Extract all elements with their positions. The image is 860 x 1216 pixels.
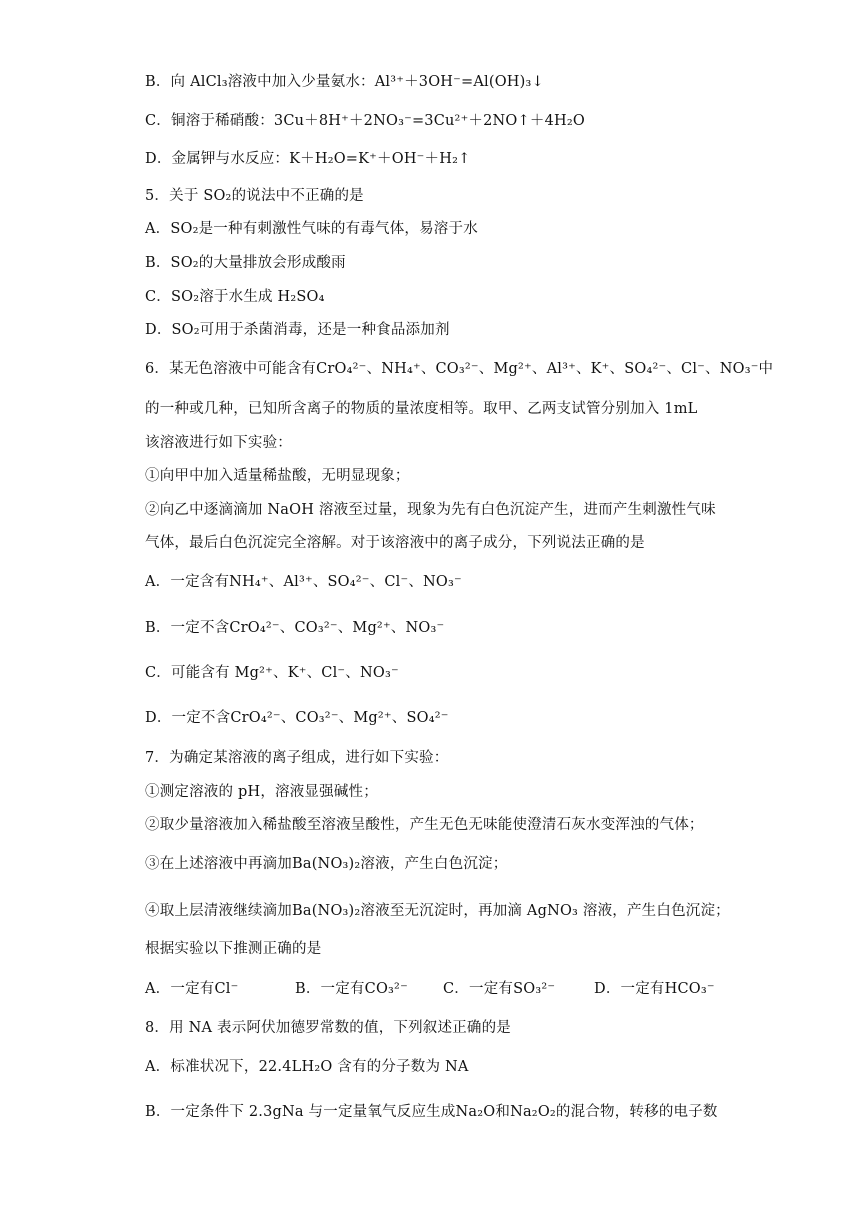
q7-step1: ①测定溶液的 pH，溶液显强碱性； [145,784,378,800]
q5-stem: 5．关于 SO₂的说法中不正确的是 [145,188,364,204]
q4-option-d: D．金属钾与水反应：K＋H₂O=K⁺＋OH⁻＋H₂↑ [145,151,471,167]
q6-step1: ①向甲中加入适量稀盐酸，无明显现象； [145,468,410,484]
q6-stem-line3: 该溶液进行如下实验： [145,435,292,451]
q6-option-b: B．一定不含CrO₄²⁻、CO₃²⁻、Mg²⁺、NO₃⁻ [145,620,445,636]
q5-option-c: C．SO₂溶于水生成 H₂SO₄ [145,289,325,305]
q7-conclusion: 根据实验以下推测正确的是 [145,941,322,957]
q7-stem: 7．为确定某溶液的离子组成，进行如下实验： [145,750,449,766]
q7-option-a: A．一定有Cl⁻ [145,981,239,997]
q7-step2: ②取少量溶液加入稀盐酸至溶液呈酸性，产生无色无味能使澄清石灰水变浑浊的气体； [145,817,704,833]
q7-step4: ④取上层清液继续滴加Ba(NO₃)₂溶液至无沉淀时，再加滴 AgNO₃ 溶液，产生白色沉淀； [145,903,730,919]
q6-option-c: C．可能含有 Mg²⁺、K⁺、Cl⁻、NO₃⁻ [145,665,399,681]
q6-step2-line1: ②向乙中逐滴滴加 NaOH 溶液至过量，现象为先有白色沉淀产生，进而产生刺激性气味 [145,502,716,518]
q8-option-a: A．标准状况下，22.4LH₂O 含有的分子数为 NA [145,1059,469,1075]
q8-option-b: B．一定条件下 2.3gNa 与一定量氧气反应生成Na₂O和Na₂O₂的混合物，转移的电子数 [145,1104,718,1120]
q7-option-b: B．一定有CO₃²⁻ [295,981,408,997]
q6-stem-line1: 6．某无色溶液中可能含有CrO₄²⁻、NH₄⁺、CO₃²⁻、Mg²⁺、Al³⁺、K⁺、SO₄²⁻、Cl⁻、NO₃⁻中 [145,361,774,377]
q4-option-b: B．向 AlCl₃溶液中加入少量氨水：Al³⁺＋3OH⁻=Al(OH)₃↓ [145,74,544,90]
q8-stem: 8．用 NA 表示阿伏加德罗常数的值，下列叙述正确的是 [145,1020,512,1036]
q7-option-d: D．一定有HCO₃⁻ [594,981,715,997]
q7-step3: ③在上述溶液中再滴加Ba(NO₃)₂溶液，产生白色沉淀； [145,856,508,872]
q4-option-c: C．铜溶于稀硝酸：3Cu＋8H⁺＋2NO₃⁻=3Cu²⁺＋2NO↑＋4H₂O [145,113,585,129]
q6-option-d: D．一定不含CrO₄²⁻、CO₃²⁻、Mg²⁺、SO₄²⁻ [145,710,449,726]
q5-option-a: A．SO₂是一种有刺激性气味的有毒气体，易溶于水 [145,221,478,237]
q5-option-b: B．SO₂的大量排放会形成酸雨 [145,255,346,271]
q6-stem-line2: 的一种或几种，已知所含离子的物质的量浓度相等。取甲、乙两支试管分别加入 1mL [145,401,698,417]
q6-step2-line2: 气体，最后白色沉淀完全溶解。对于该溶液中的离子成分，下列说法正确的是 [145,535,645,551]
q7-option-c: C．一定有SO₃²⁻ [443,981,556,997]
q5-option-d: D．SO₂可用于杀菌消毒，还是一种食品添加剂 [145,322,450,338]
q6-option-a: A．一定含有NH₄⁺、Al³⁺、SO₄²⁻、Cl⁻、NO₃⁻ [145,574,462,590]
